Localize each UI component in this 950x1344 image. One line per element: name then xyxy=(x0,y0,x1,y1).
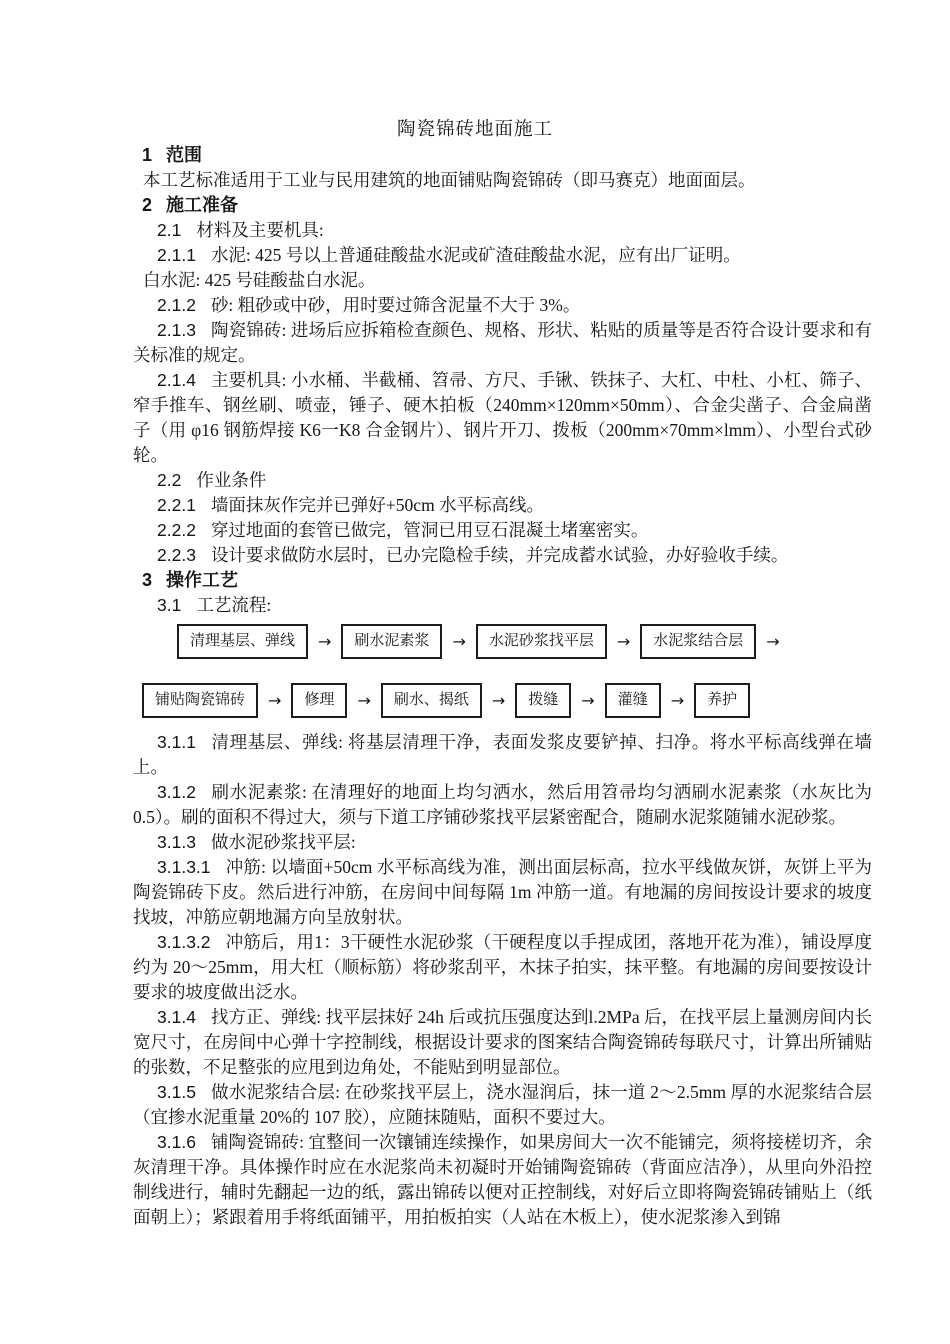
para-number: 3.1 xyxy=(157,595,182,615)
para-number: 2.2.3 xyxy=(157,545,196,565)
paragraph-2-2-3 xyxy=(133,543,872,568)
paragraph-2-1 xyxy=(133,218,872,243)
para-text: 刷水泥素浆: 在清理好的地面上均匀洒水，然后用笤帚均匀洒刷水泥素浆（水灰比为 0.5）。刷的面积不得过大，须与下道工序铺砂浆找平层紧密配合，随刷水泥浆随铺水泥砂浆。 xyxy=(133,782,872,827)
para-number: 3.1.3.1 xyxy=(157,857,211,877)
paragraph-3-1-1 xyxy=(133,730,872,780)
paragraph-2-2-2 xyxy=(133,518,872,543)
para-text: 穿过地面的套管已做完，管洞已用豆石混凝土堵塞密实。 xyxy=(210,520,649,540)
section-2-heading xyxy=(142,193,872,218)
paragraph-2-1-3 xyxy=(133,318,872,368)
para-text: 墙面抹灰作完并已弹好+50cm 水平标高线。 xyxy=(210,495,545,515)
para-number: 3.1.3.2 xyxy=(157,932,211,952)
flow-arrow-icon: → xyxy=(670,691,685,710)
para-number: 2.2.2 xyxy=(157,520,196,540)
para-text: 主要机具: 小水桶、半截桶、笤帚、方尺、手锹、铁抹子、大杠、中杜、小杠、筛子、窄手推车、钢丝刷、喷壶，锤子、硬木拍板（240mm×120mm×50mm）、合金尖凿子、合金扁凿子（用 φ16 钢筋焊接 K6一K8 合金钢片）、钢片开刀、拨板（200mm×70mm×lmm）、小型台式砂轮。 xyxy=(133,370,872,465)
flow-step-repair: 修理 xyxy=(291,683,347,718)
flow-step-bonding-layer: 水泥浆结合层 xyxy=(640,624,756,659)
para-text: 设计要求做防水层时，已办完隐检手续，并完成蓄水试验，办好验收手续。 xyxy=(210,545,789,565)
doc-title: 陶瓷锦砖地面施工 xyxy=(396,120,553,140)
paragraph-3-1-4 xyxy=(133,1005,872,1080)
process-flowchart xyxy=(133,624,872,718)
flow-step-lay-mosaic: 铺贴陶瓷锦砖 xyxy=(142,683,258,718)
flow-arrow-icon: → xyxy=(357,691,371,710)
para-text: 做水泥浆结合层: 在砂浆找平层上，浇水湿润后，抹一道 2～2.5mm 厚的水泥浆结合层（宜掺水泥重量 20%的 107 胶），应随抹随贴，面积不要过大。 xyxy=(133,1082,872,1127)
paragraph-3-1-6 xyxy=(133,1130,872,1230)
para-number: 3.1.4 xyxy=(157,1007,196,1027)
flow-step-leveling-layer: 水泥砂浆找平层 xyxy=(476,624,607,659)
para-number: 3.1.3 xyxy=(157,832,196,852)
para-number: 2.2 xyxy=(157,470,182,490)
paragraph-2-2 xyxy=(133,468,872,493)
paragraph-3-1-3-1 xyxy=(133,855,872,930)
flowchart-row-1 xyxy=(177,624,872,659)
para-text: 冲筋后，用1：3干硬性水泥砂浆（干硬程度以手捏成团，落地开花为准），铺设厚度约为 20～25mm，用大杠（顺标筋）将砂浆刮平，木抹子拍实，抹平整。有地漏的房间要按设计要求的坡度做出泛水。 xyxy=(133,932,872,1002)
section-1-heading xyxy=(142,143,872,168)
para-text: 砂: 粗砂或中砂，用时要过筛含泥量不大于 3%。 xyxy=(210,295,581,315)
paragraph-scope xyxy=(133,168,872,193)
paragraph-2-2-1 xyxy=(133,493,872,518)
para-number: 2.1.1 xyxy=(157,245,196,265)
flow-arrow-icon: → xyxy=(581,691,595,710)
para-number: 2.1.4 xyxy=(157,370,196,390)
para-text: 材料及主要机具: xyxy=(196,220,324,240)
para-text: 工艺流程: xyxy=(196,595,272,615)
flow-arrow-icon: → xyxy=(616,632,631,651)
para-text: 本工艺标准适用于工业与民用建筑的地面铺贴陶瓷锦砖（即马赛克）地面面层。 xyxy=(143,170,756,190)
flow-arrow-icon: → xyxy=(268,691,282,710)
flow-arrow-icon: → xyxy=(766,632,780,651)
flow-step-curing: 养护 xyxy=(694,683,750,718)
paragraph-3-1-3-2 xyxy=(133,930,872,1005)
paragraph-2-1-2 xyxy=(133,293,872,318)
flow-step-grout-joints: 灌缝 xyxy=(605,683,661,718)
section-2-number: 2 xyxy=(142,195,153,215)
paragraph-2-1-4 xyxy=(133,368,872,468)
para-number: 3.1.2 xyxy=(157,782,196,802)
para-text: 找方正、弹线: 找平层抹好 24h 后或抗压强度达到l.2MPa 后，在找平层上量测房间内长宽尺寸，在房间中心弹十字控制线，根据设计要求的图案结合陶瓷锦砖每联尺寸，计算出所铺贴的张数，不足整张的应甩到边角处，不能贴到明显部位。 xyxy=(133,1007,872,1077)
flow-step-clean-base: 清理基层、弹线 xyxy=(177,624,308,659)
paragraph-3-1-3 xyxy=(133,830,872,855)
flow-arrow-icon: → xyxy=(491,691,506,710)
flow-step-adjust-joints: 拨缝 xyxy=(515,683,571,718)
section-3-heading xyxy=(142,568,872,593)
flow-step-cement-slurry: 刷水泥素浆 xyxy=(341,624,442,659)
paragraph-3-1-2 xyxy=(133,780,872,830)
flow-step-wet-peel-paper: 刷水、揭纸 xyxy=(381,683,482,718)
section-1-title: 范围 xyxy=(166,145,203,165)
section-2-title: 施工准备 xyxy=(166,195,239,215)
paragraph-2-1-1 xyxy=(133,243,872,268)
para-text: 白水泥: 425 号硅酸盐白水泥。 xyxy=(143,270,376,290)
para-number: 3.1.1 xyxy=(157,732,196,752)
para-text: 铺陶瓷锦砖: 宜整间一次镶铺连续操作，如果房间大一次不能铺完，须将接槎切齐，余灰清理干净。具体操作时应在水泥浆尚未初凝时开始铺陶瓷锦砖（背面应洁净），从里向外沿控制线进行，辅时先翻起一边的纸，露出锦砖以便对正控制线，对好后立即将陶瓷锦砖铺贴上（纸面朝上）；紧跟着用手将纸面铺平，用拍板拍实（人站在木板上），使水泥浆渗入到锦 xyxy=(133,1132,872,1227)
flow-arrow-icon: → xyxy=(452,632,466,651)
section-1-number: 1 xyxy=(142,145,153,165)
para-number: 3.1.6 xyxy=(157,1132,196,1152)
section-3-number: 3 xyxy=(142,570,153,590)
para-text: 作业条件 xyxy=(196,470,267,490)
para-text: 清理基层、弹线: 将基层清理干净，表面发浆皮要铲掉、扫净。将水平标高线弹在墙上。 xyxy=(133,732,872,777)
section-3-title: 操作工艺 xyxy=(166,570,239,590)
paragraph-white-cement xyxy=(133,268,872,293)
paragraph-3-1 xyxy=(133,593,872,618)
para-number: 2.1 xyxy=(157,220,182,240)
flow-arrow-icon: → xyxy=(318,632,332,651)
para-number: 2.2.1 xyxy=(157,495,196,515)
flowchart-row-2 xyxy=(142,683,872,718)
para-number: 2.1.3 xyxy=(157,320,196,340)
paragraph-3-1-5 xyxy=(133,1080,872,1130)
para-number: 2.1.2 xyxy=(157,295,196,315)
para-text: 水泥: 425 号以上普通硅酸盐水泥或矿渣硅酸盐水泥，应有出厂证明。 xyxy=(210,245,741,265)
para-text: 做水泥砂浆找平层: xyxy=(210,832,356,852)
para-text: 陶瓷锦砖: 进场后应拆箱检查颜色、规格、形状、粘贴的质量等是否符合设计要求和有关标准的规定。 xyxy=(133,320,872,365)
para-number: 3.1.5 xyxy=(157,1082,196,1102)
para-text: 冲筋: 以墙面+50cm 水平标高线为准，测出面层标高，拉水平线做灰饼，灰饼上平为陶瓷锦砖下皮。然后进行冲筋，在房间中间每隔 1m 冲筋一道。有地漏的房间按设计要求的坡度找坡，冲筋应朝地漏方向呈放射状。 xyxy=(133,857,872,927)
